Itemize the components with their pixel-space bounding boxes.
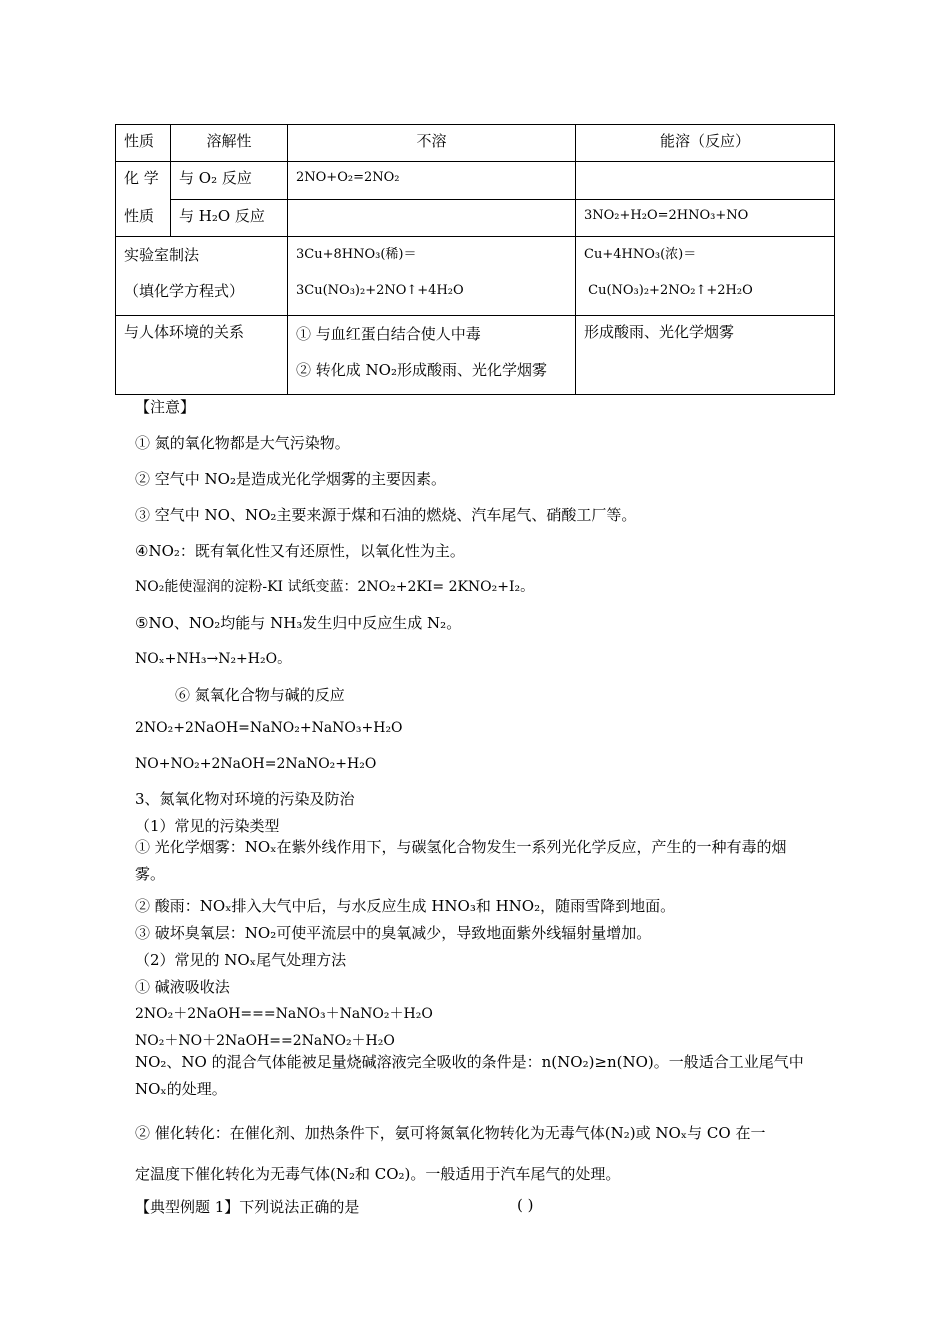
note-equation: 2NO₂＋2NaOH===NaNO₃＋NaNO₂＋H₂O [135, 1006, 433, 1022]
h2o-insoluble-cell [288, 199, 576, 237]
note-equation: NOₓ+NH₃→N₂+H₂O。 [135, 651, 292, 667]
paragraph: ① 光化学烟雾：NOₓ在紫外线作用下，与碳氢化合物发生一系列光化学反应，产生的一种有毒的烟雾。 [135, 838, 787, 883]
table-row [116, 237, 835, 316]
environment-insoluble-cell: ① 与血红蛋白结合使人中毒 ② 转化成 NO₂形成酸雨、光化学烟雾 [288, 316, 576, 395]
table-row [116, 199, 835, 237]
header-solubility: 溶解性 [171, 125, 288, 162]
example-heading: 【典型例题 1】下列说法正确的是 [135, 1198, 360, 1216]
note-line: ② 空气中 NO₂是造成光化学烟雾的主要因素。 [135, 470, 446, 488]
lab-insoluble-cell: 3Cu+8HNO₃(稀)＝ 3Cu(NO₃)₂+2NO↑+4H₂O [288, 237, 576, 316]
subsection-heading: （1）常见的污染类型 [135, 817, 280, 835]
note-equation: NO₂＋NO＋2NaOH==2NaNO₂＋H₂O [135, 1033, 395, 1049]
paragraph: NO₂、NO 的混合气体能被足量烧碱溶液完全吸收的条件是：n(NO₂)≥n(NO)。一般适合工业尾气中 NOₓ的处理。 [135, 1053, 804, 1098]
o2-reaction-label: 与 O₂ 反应 [171, 162, 288, 200]
environment-soluble-cell: 形成酸雨、光化学烟雾 [576, 316, 835, 395]
note-line: ③ 空气中 NO、NO₂主要来源于煤和石油的燃烧、汽车尾气、硝酸工厂等。 [135, 506, 637, 524]
environment-label: 与人体环境的关系 [116, 316, 288, 395]
h2o-reaction-label: 与 H₂O 反应 [171, 199, 288, 237]
section-heading: 3、氮氧化物对环境的污染及防治 [135, 790, 355, 808]
chem-property-label: 化 学 性质 [116, 162, 171, 237]
note-line: ⑤NO、NO₂均能与 NH₃发生归中反应生成 N₂。 [135, 614, 462, 632]
header-property: 性质 [116, 125, 171, 162]
table-header-row [116, 125, 835, 162]
note-equation: NO+NO₂+2NaOH=2NaNO₂+H₂O [135, 756, 377, 772]
paragraph: ② 酸雨：NOₓ排入大气中后，与水反应生成 HNO₃和 HNO₂，随雨雪降到地面。 [135, 897, 676, 915]
note-line: ① 氮的氧化物都是大气污染物。 [135, 434, 350, 452]
paragraph: ② 催化转化：在催化剂、加热条件下，氨可将氮氧化物转化为无毒气体(N₂)或 NOₓ与 CO 在一 [135, 1124, 766, 1142]
table-row [116, 316, 835, 395]
note-heading: 【注意】 [135, 398, 196, 416]
lab-soluble-cell: Cu+4HNO₃(浓)＝ Cu(NO₃)₂+2NO₂↑+2H₂O [576, 237, 835, 316]
paragraph: 定温度下催化转化为无毒气体(N₂和 CO₂)。一般适用于汽车尾气的处理。 [135, 1165, 621, 1183]
lab-prep-label: 实验室制法 （填化学方程式） [116, 237, 288, 316]
o2-soluble-cell [576, 162, 835, 200]
subsection-heading: （2）常见的 NOₓ尾气处理方法 [135, 951, 347, 969]
answer-blank: ( ) [517, 1196, 534, 1214]
header-soluble: 能溶（反应） [576, 125, 835, 162]
header-insoluble: 不溶 [288, 125, 576, 162]
table-row [116, 162, 835, 200]
paragraph: ③ 破坏臭氧层：NO₂可使平流层中的臭氧减少，导致地面紫外线辐射量增加。 [135, 924, 652, 942]
note-line: ⑥ 氮氧化合物与碱的反应 [175, 686, 345, 704]
note-line: NO₂能使湿润的淀粉-KI 试纸变蓝：2NO₂+2KI= 2KNO₂+I₂。 [135, 579, 535, 595]
note-equation: 2NO₂+2NaOH=NaNO₂+NaNO₃+H₂O [135, 720, 403, 736]
nitrogen-oxide-properties-table [115, 124, 835, 395]
paragraph: ① 碱液吸收法 [135, 978, 230, 996]
note-line: ④NO₂：既有氧化性又有还原性，以氧化性为主。 [135, 542, 465, 560]
o2-insoluble-cell: 2NO+O₂=2NO₂ [288, 162, 576, 200]
h2o-soluble-cell: 3NO₂+H₂O=2HNO₃+NO [576, 199, 835, 237]
